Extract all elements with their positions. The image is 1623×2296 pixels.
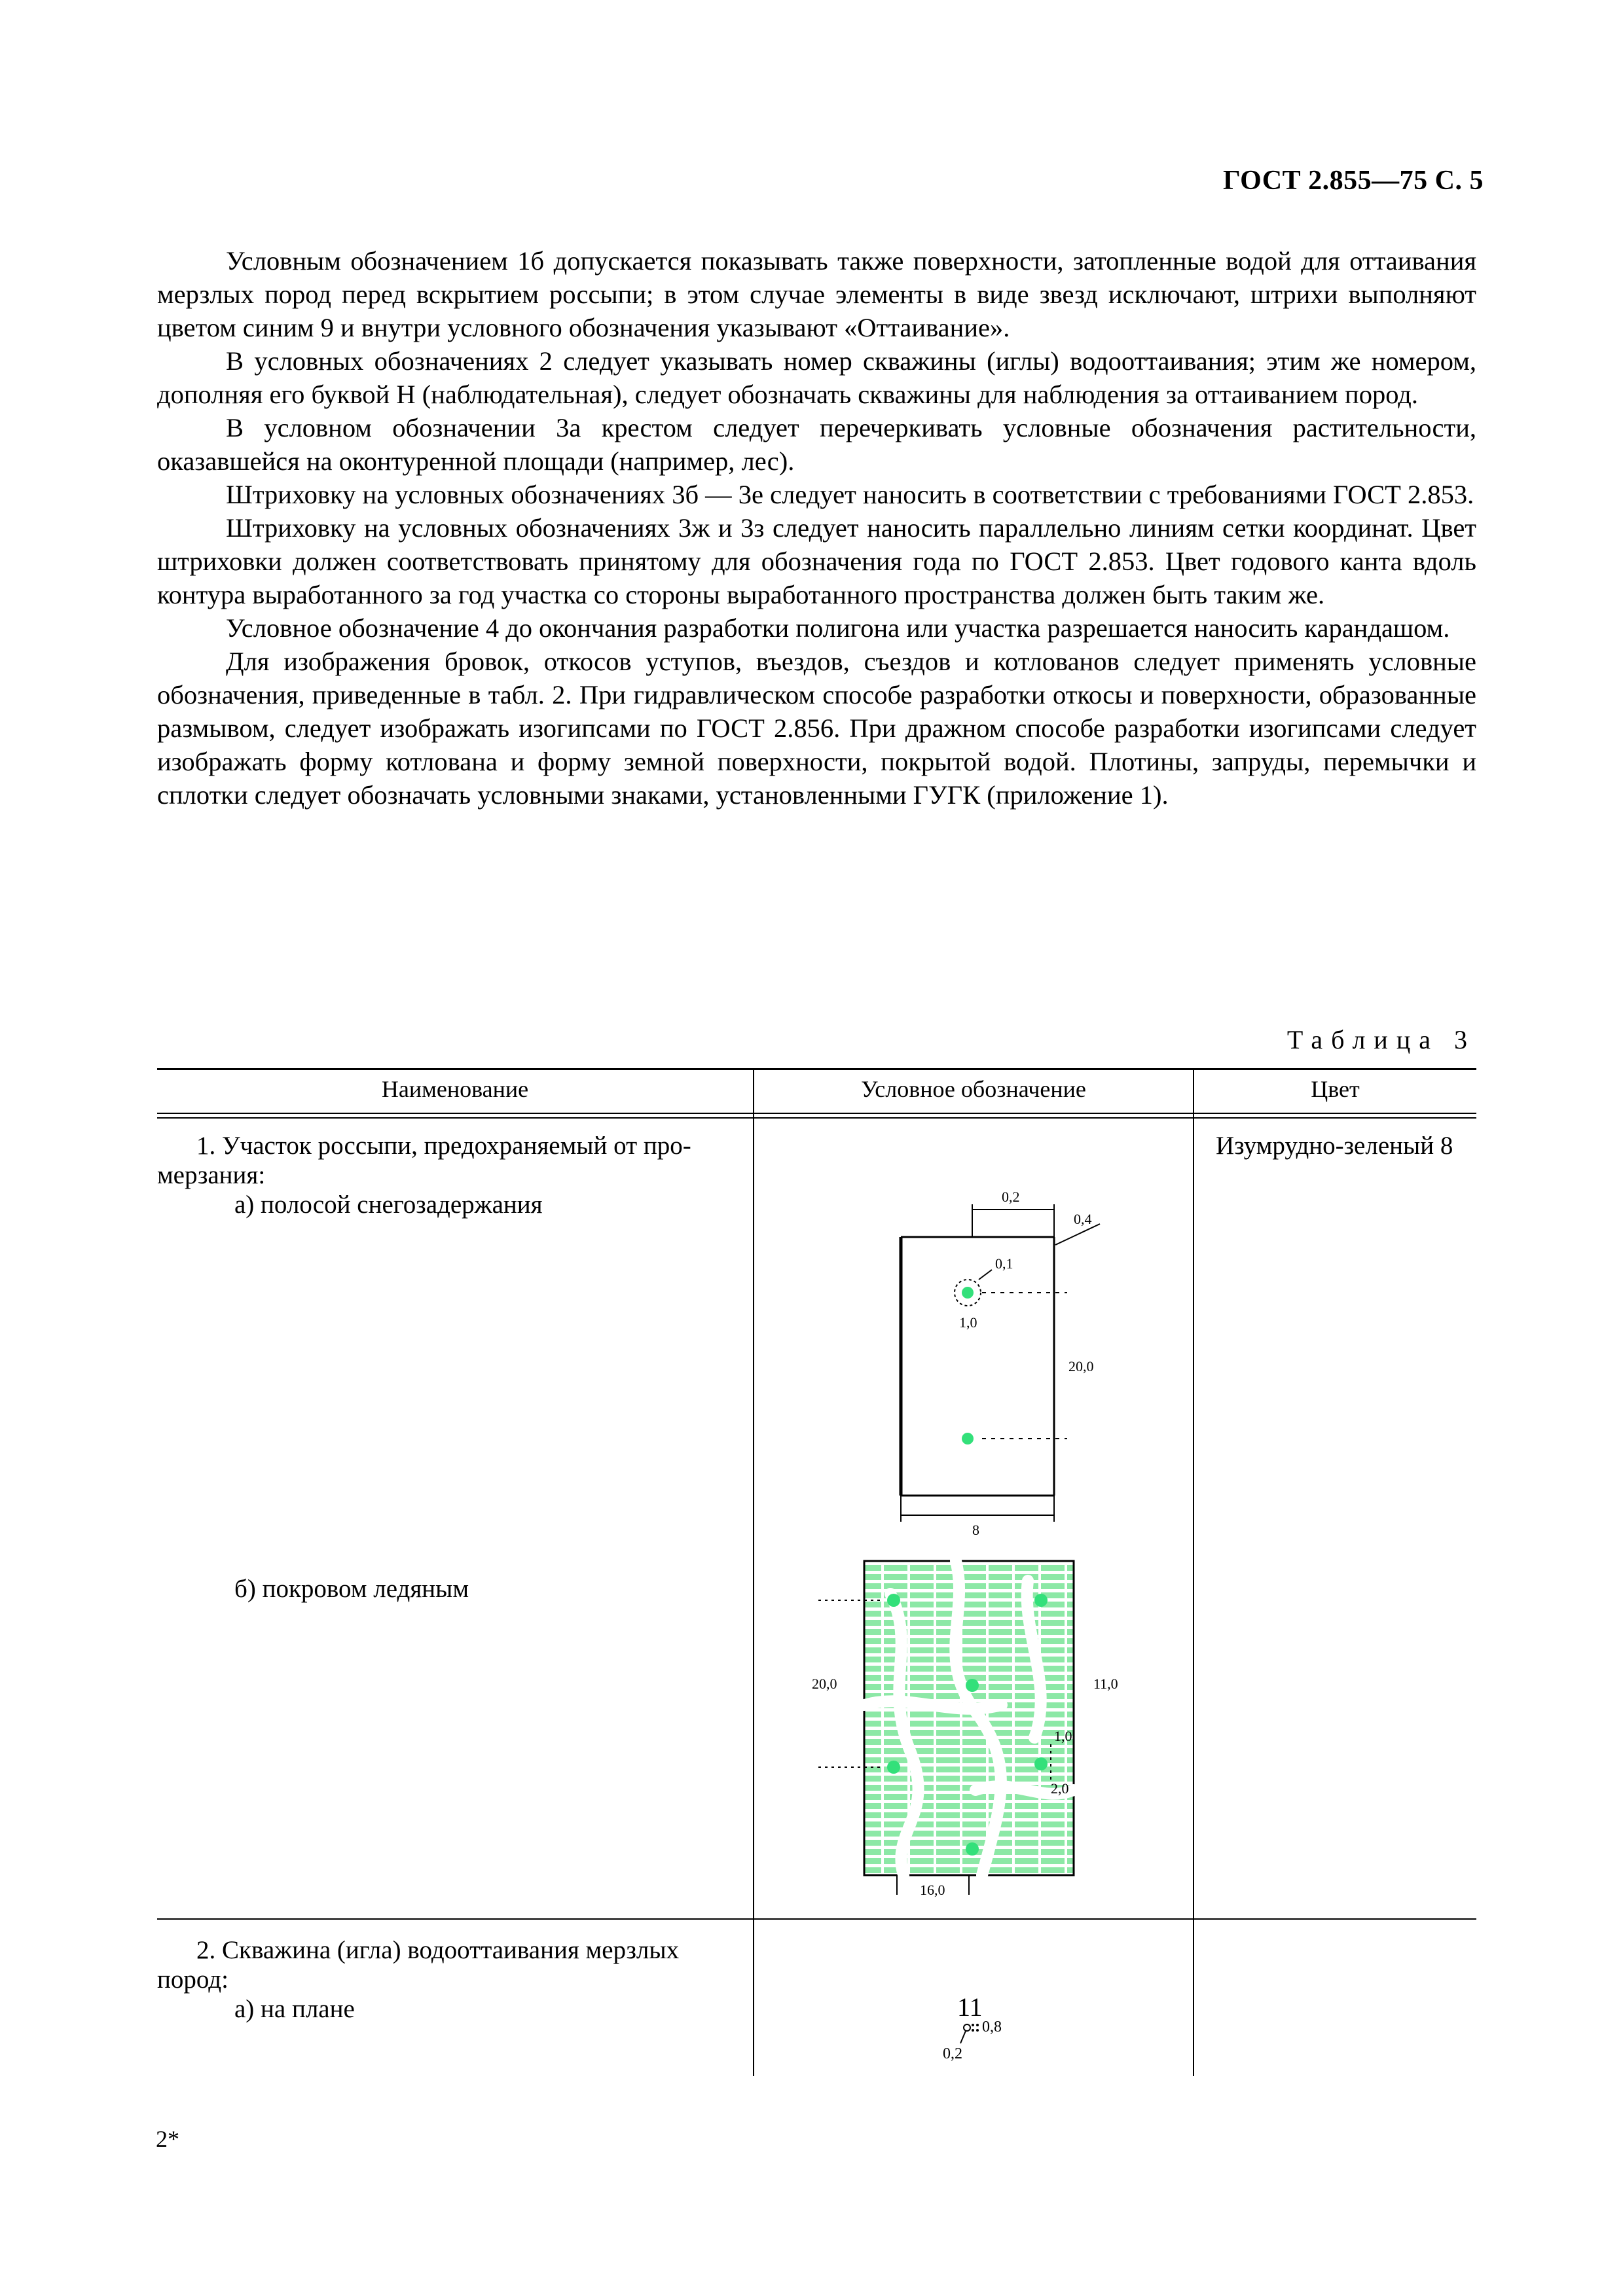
paragraph: Штриховку на условных обозначениях 3ж и 3з следует наносить параллельно линиям сетки координат. Цвет штриховки должен соответствовать принятому для обозначения года по ГОСТ 2.853. Цвет годового канта вдоль контура выработанного за год участка со стороны выработанного пространства должен быть таким же.: [157, 513, 1476, 609]
paragraph: Условным обозначением 1б допускается показывать также поверхности, затопленные водой для оттаивания мерзлых пород перед вскрытием россыпи; в этом случае элементы в виде звезд исключают, штрихи выполняют цветом синим 9 и внутри условного обозначения указывают «Оттаивание».: [157, 246, 1476, 342]
row2-sub-a: а) на плане: [234, 1995, 355, 2023]
fig-b-left-label: 20,0: [812, 1676, 837, 1692]
row1-sub-a: а) полосой снегозадержания: [234, 1191, 543, 1219]
column-header-color: Цвет: [1311, 1076, 1360, 1102]
row1-name-line2: мерзания:: [157, 1161, 266, 1189]
fig-a-star-label: 0,1: [995, 1255, 1013, 1272]
paragraph: Условное обозначение 4 до окончания разработки полигона или участка разрешается наносить карандашом.: [226, 613, 1450, 643]
row1-color: Изумрудно-зеленый 8: [1216, 1132, 1453, 1160]
row2-name-line1: 2. Скважина (игла) водооттаивания мерзлых: [196, 1936, 680, 1964]
fig-b-gap1-label: 1,0: [1054, 1728, 1072, 1744]
paragraph: Для изображения бровок, откосов уступов, въездов, съездов и котлованов следует применять условные обозначения, приведенные в табл. 2. При гидравлическом способе разработки откосы и поверхности, образованные размывом, следует изображать изогипсами по ГОСТ 2.856. При дражном способе разработки изогипсами следует изображать форму котлована и форму земной поверхности, покрытой водой. Плотины, запруды, перемычки и сплотки следует обозначать условными знаками, установленными ГУГК (приложение 1).: [157, 647, 1476, 810]
fig-a-height-label: 20,0: [1068, 1358, 1094, 1374]
row1-sub-b: б) покровом ледяным: [234, 1575, 469, 1603]
well-dim1: 0,8: [982, 2018, 1002, 2036]
paragraph: Штриховку на условных обозначениях 3б — 3е следует наносить в соответствии с требованиями ГОСТ 2.853.: [226, 480, 1474, 509]
table-header-rule: [157, 1113, 1476, 1114]
column-header-symbol: Условное обозначение: [861, 1076, 1086, 1102]
table-caption: Таблица 3: [1286, 1025, 1476, 1054]
table-header-rule: [157, 1117, 1476, 1119]
well-number: 11: [957, 1992, 983, 2022]
row1-name-line1: 1. Участок россыпи, предохраняемый от про-: [196, 1132, 691, 1160]
well-symbol-figure: [930, 1990, 1048, 2068]
fig-a-radius-label: 1,0: [959, 1314, 977, 1331]
ice-cover-figure: [805, 1554, 1159, 1921]
page-header: ГОСТ 2.855—75 С. 5: [1222, 166, 1484, 196]
fig-b-gap2-label: 2,0: [1051, 1780, 1069, 1797]
fig-a-corner-label: 0,4: [1074, 1211, 1092, 1227]
table-col-divider: [753, 1068, 754, 2076]
well-dim2: 0,2: [943, 2045, 962, 2062]
body-text: [157, 244, 1476, 812]
fig-a-top-label: 0,2: [1002, 1189, 1020, 1205]
page-footer-mark: 2*: [156, 2126, 179, 2152]
paragraph: В условном обозначении 3а крестом следует перечеркивать условные обозначения растительности, оказавшейся на оконтуренной площади (например, лес).: [157, 413, 1476, 476]
fig-b-right-label: 11,0: [1093, 1676, 1118, 1692]
fig-b-bottom-label: 16,0: [920, 1882, 945, 1898]
column-header-name: Наименование: [381, 1076, 529, 1102]
snow-retention-strip-figure: [851, 1185, 1126, 1538]
table-col-divider: [1193, 1068, 1194, 2076]
row2-name-line2: пород:: [157, 1965, 228, 1994]
fig-a-bottom-label: 8: [972, 1522, 979, 1538]
table-top-rule: [157, 1068, 1476, 1070]
paragraph: В условных обозначениях 2 следует указывать номер скважины (иглы) водооттаивания; этим же номером, дополняя его буквой Н (наблюдательная), следует обозначать скважины для наблюдения за оттаиванием пород.: [157, 346, 1476, 409]
